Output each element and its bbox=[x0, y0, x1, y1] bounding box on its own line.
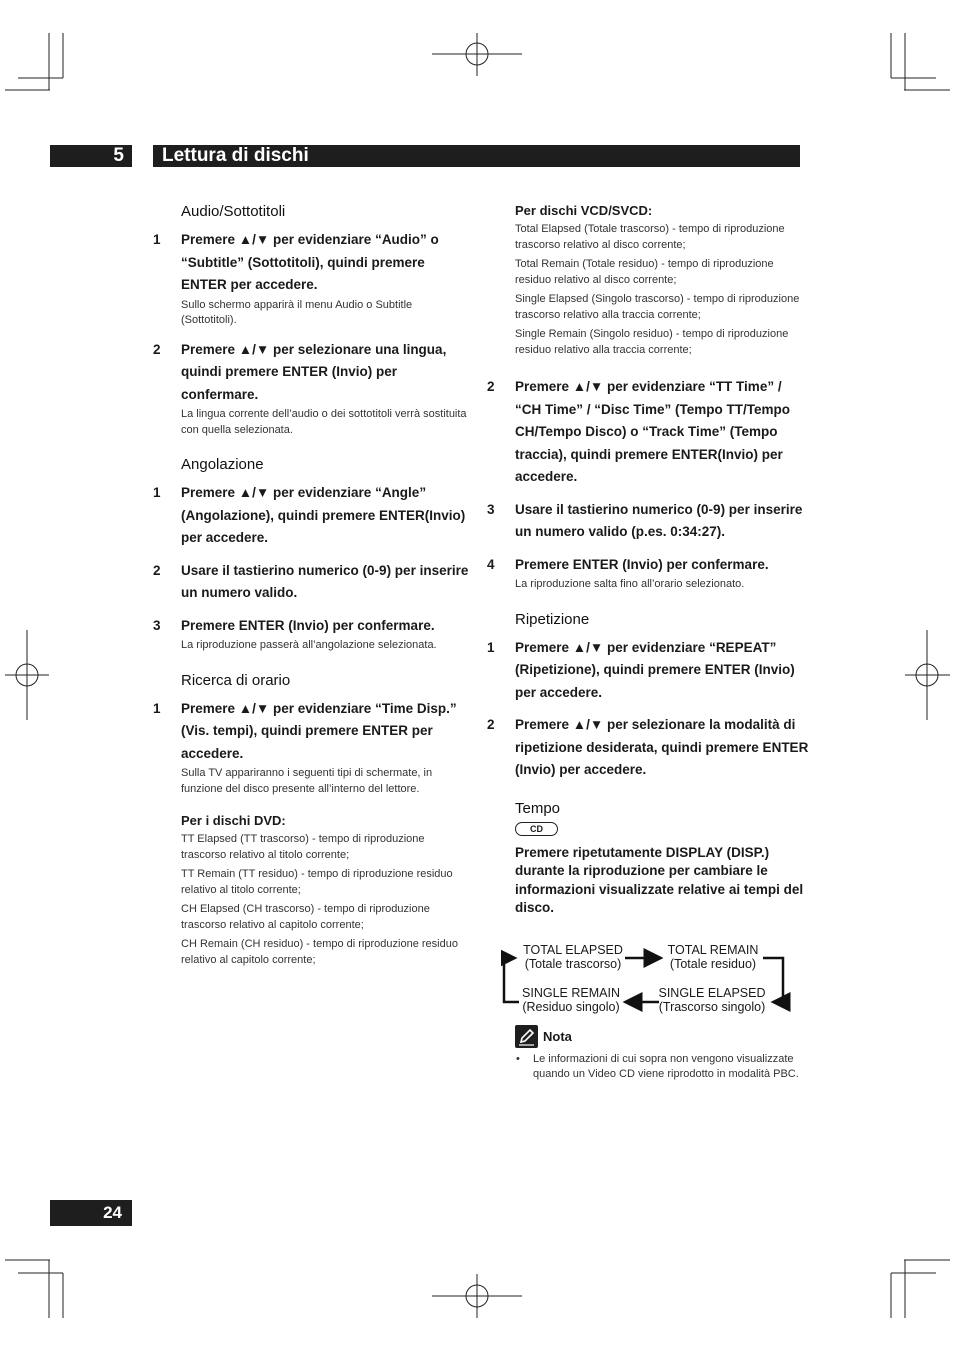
step-text: Premere ▲/▼ per evidenziare “Time Disp.” (Vis. tempi), quindi premere ENTER per accedere. bbox=[181, 700, 457, 761]
step bbox=[484, 714, 809, 782]
pencil-icon bbox=[515, 1025, 538, 1048]
dvd-item: TT Remain (TT residuo) - tempo di riproduzione residuo relativo al titolo corrente; bbox=[181, 868, 453, 896]
angle-heading: Angolazione bbox=[181, 456, 264, 473]
vcd-item: Total Remain (Totale residuo) - tempo di riproduzione residuo relativo al disco corrente; bbox=[515, 258, 774, 286]
chapter-number: 5 bbox=[50, 145, 132, 167]
dvd-item: CH Elapsed (CH trascorso) - tempo di riproduzione trascorso relativo al capitolo corrente; bbox=[181, 903, 430, 931]
nota-text: Le informazioni di cui sopra non vengono visualizzate quando un Video CD viene riprodotto in modalità PBC. bbox=[533, 1052, 799, 1080]
step-number: 3 bbox=[153, 617, 161, 633]
step bbox=[484, 554, 809, 593]
step-text: Premere ENTER (Invio) per confermare. bbox=[515, 556, 769, 572]
step-note: Sulla TV appariranno i seguenti tipi di schermate, in funzione del disco presente all’interno del lettore. bbox=[181, 767, 433, 795]
step-number: 1 bbox=[153, 700, 161, 716]
audio-section bbox=[150, 203, 470, 438]
single-elapsed-it: (Trascorso singolo) bbox=[658, 1000, 766, 1014]
step-note: La riproduzione passerà all’angolazione selezionata. bbox=[181, 639, 437, 651]
step-number: 2 bbox=[153, 562, 161, 578]
total-elapsed-it: (Totale trascorso) bbox=[524, 957, 622, 971]
single-elapsed-label bbox=[653, 986, 771, 1015]
pencil-glyph bbox=[515, 1025, 538, 1048]
step-number: 2 bbox=[487, 379, 495, 394]
nota-header bbox=[515, 1025, 809, 1049]
dvd-item: TT Elapsed (TT trascorso) - tempo di riproduzione trascorso relativo al titolo corrente; bbox=[181, 833, 425, 861]
time-steps bbox=[484, 376, 809, 593]
cd-badge: CD bbox=[515, 822, 558, 836]
tempo-instruction: Premere ripetutamente DISPLAY (DISP.) durante la riproduzione per cambiare le informazioni visualizzate relative ai tempi del disco. bbox=[515, 844, 804, 915]
step-text: Premere ▲/▼ per evidenziare “Audio” o “Subtitle” (Sottotitoli), quindi premere ENTER per accedere. bbox=[181, 232, 439, 292]
step-note: La lingua corrente dell’audio o dei sottotitoli verrà sostituita con quella selezionata. bbox=[181, 408, 467, 436]
step bbox=[484, 376, 809, 489]
step bbox=[150, 339, 470, 439]
vcd-section bbox=[484, 203, 809, 358]
vcd-subheading: Per dischi VCD/SVCD: bbox=[515, 203, 653, 218]
left-column bbox=[150, 203, 470, 986]
step-text: Usare il tastierino numerico (0-9) per inserire un numero valido. bbox=[181, 562, 469, 600]
time-search-heading: Ricerca di orario bbox=[181, 671, 291, 689]
total-remain-label bbox=[661, 943, 765, 972]
step-number: 1 bbox=[487, 639, 495, 655]
nota-item bbox=[515, 1052, 809, 1083]
vcd-item: Single Remain (Singolo residuo) - tempo di riproduzione residuo relativo alla traccia corrente; bbox=[515, 328, 789, 356]
vcd-item: Total Elapsed (Totale trascorso) - tempo di riproduzione trascorso relativo al disco corrente; bbox=[515, 223, 785, 251]
step-note: La riproduzione salta fino all’orario selezionato. bbox=[515, 578, 745, 590]
step bbox=[150, 698, 470, 798]
step-number: 2 bbox=[153, 341, 161, 357]
step-text: Premere ▲/▼ per selezionare una lingua, quindi premere ENTER (Invio) per confermare. bbox=[181, 341, 447, 402]
dvd-subheading: Per i dischi DVD: bbox=[181, 813, 286, 828]
dvd-item: CH Remain (CH residuo) - tempo di riproduzione residuo relativo al capitolo corrente; bbox=[181, 938, 458, 966]
single-remain-label bbox=[517, 986, 625, 1015]
step bbox=[484, 637, 809, 705]
step bbox=[150, 229, 470, 329]
single-remain-text: SINGLE REMAIN bbox=[522, 985, 620, 1000]
step-text: Premere ▲/▼ per selezionare la modalità di ripetizione desiderata, quindi premere ENTER (Invio) per accedere. bbox=[515, 717, 809, 777]
tempo-heading: Tempo bbox=[515, 799, 561, 817]
step-text: Premere ▲/▼ per evidenziare “Angle” (Angolazione), quindi premere ENTER(Invio) per accedere. bbox=[181, 485, 466, 545]
step-text: Usare il tastierino numerico (0-9) per inserire un numero valido (p.es. 0:34:27). bbox=[515, 501, 803, 539]
step-text: Premere ENTER (Invio) per confermare. bbox=[181, 617, 435, 633]
single-elapsed-text: SINGLE ELAPSED bbox=[658, 985, 766, 1000]
bullet: • bbox=[516, 1052, 520, 1065]
single-remain-it: (Residuo singolo) bbox=[522, 1000, 620, 1014]
step-number: 2 bbox=[487, 717, 495, 732]
step-number: 1 bbox=[153, 232, 161, 247]
nota-title: Nota bbox=[543, 1028, 572, 1044]
step bbox=[150, 482, 470, 550]
step-text: Premere ▲/▼ per evidenziare “TT Time” / “CH Time” / “Disc Time” (Tempo TT/Tempo CH/Tempo Disco) o “Track Time” (Tempo traccia), quindi premere ENTER(Invio) per accedere. bbox=[515, 379, 791, 484]
time-search-section bbox=[150, 672, 470, 969]
total-remain-text: TOTAL REMAIN bbox=[667, 942, 759, 957]
audio-heading: Audio/Sottotitoli bbox=[181, 203, 286, 220]
tempo-section bbox=[484, 800, 809, 1083]
step bbox=[150, 560, 470, 605]
repeat-section bbox=[484, 611, 809, 782]
vcd-item: Single Elapsed (Singolo trascorso) - tempo di riproduzione trascorso relativo alla traccia corrente; bbox=[515, 293, 800, 321]
chapter-title: Lettura di dischi bbox=[153, 145, 800, 167]
page-number: 24 bbox=[50, 1200, 132, 1226]
chapter-header bbox=[50, 145, 800, 167]
total-elapsed-label bbox=[519, 943, 627, 972]
step-text: Premere ▲/▼ per evidenziare “REPEAT” (Ripetizione), quindi premere ENTER (Invio) per accedere. bbox=[515, 639, 795, 700]
step bbox=[484, 499, 809, 544]
step-number: 1 bbox=[153, 485, 161, 500]
angle-section bbox=[150, 456, 470, 654]
repeat-heading: Ripetizione bbox=[515, 610, 590, 628]
step bbox=[150, 615, 470, 654]
right-column bbox=[484, 203, 809, 1083]
total-remain-it: (Totale residuo) bbox=[669, 957, 757, 971]
step-note: Sullo schermo apparirà il menu Audio o Subtitle (Sottotitoli). bbox=[181, 298, 413, 326]
step-number: 4 bbox=[487, 556, 495, 572]
step-number: 3 bbox=[487, 501, 495, 517]
display-cycle-diagram bbox=[501, 938, 791, 1013]
total-elapsed-text: TOTAL ELAPSED bbox=[523, 942, 623, 957]
